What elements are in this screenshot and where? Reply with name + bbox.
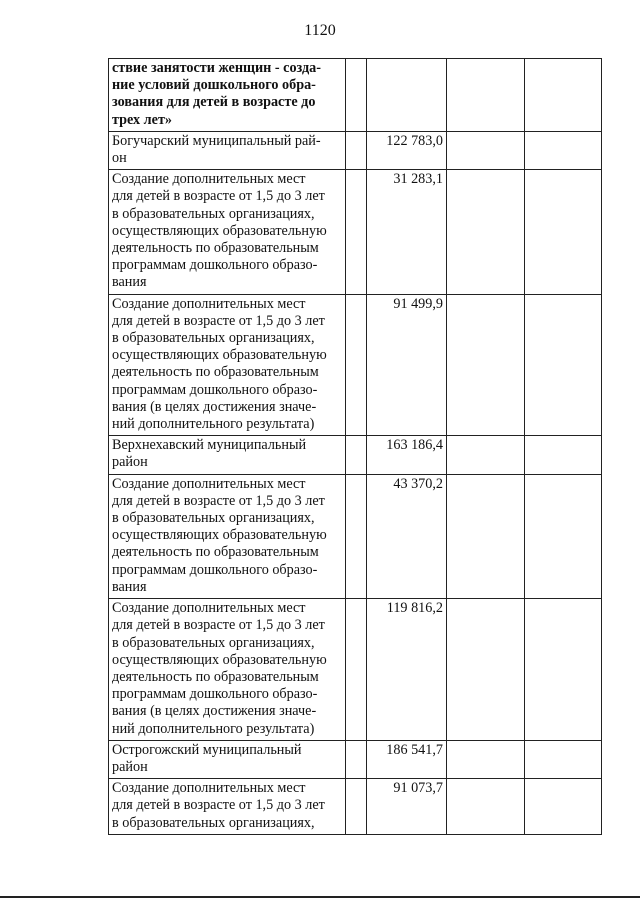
row-amount: 91 499,9 <box>367 294 447 436</box>
description-line: в образовательных организациях, <box>112 330 315 347</box>
table-row <box>109 436 602 474</box>
description-line: для детей в возрасте от 1,5 до 3 лет <box>112 797 325 814</box>
row-amount: 122 783,0 <box>367 131 447 169</box>
table-row <box>109 131 602 169</box>
description-line: он <box>112 150 127 167</box>
description-line: осуществляющих образовательную <box>112 222 327 239</box>
row-amount: 91 073,7 <box>367 779 447 835</box>
table-row <box>109 599 602 741</box>
row-description <box>109 436 346 474</box>
empty-cell <box>525 436 602 474</box>
empty-cell <box>525 740 602 778</box>
row-description <box>109 474 346 598</box>
page-number: 1120 <box>304 22 336 39</box>
table-row <box>109 740 602 778</box>
row-description <box>109 59 346 132</box>
description-line: в образовательных организациях, <box>112 814 315 831</box>
row-description <box>109 599 346 741</box>
empty-cell <box>447 436 525 474</box>
table-row <box>109 170 602 294</box>
row-amount: 163 186,4 <box>367 436 447 474</box>
description-line: программам дошкольного образо- <box>112 686 318 703</box>
description-line: деятельность по образовательным <box>112 364 319 381</box>
empty-cell <box>447 779 525 835</box>
description-line: для детей в возрасте от 1,5 до 3 лет <box>112 312 325 329</box>
description-line: Создание дополнительных мест <box>112 475 306 492</box>
empty-cell <box>346 59 367 132</box>
empty-cell <box>346 740 367 778</box>
description-line: программам дошкольного образо- <box>112 381 318 398</box>
row-amount: 186 541,7 <box>367 740 447 778</box>
empty-cell <box>346 779 367 835</box>
table-row <box>109 474 602 598</box>
empty-cell <box>447 740 525 778</box>
description-line: ние условий дошкольного обра- <box>112 77 316 94</box>
description-line: Богучарский муниципальный рай- <box>112 132 321 149</box>
row-amount: 43 370,2 <box>367 474 447 598</box>
row-description <box>109 779 346 835</box>
description-line: программам дошкольного образо- <box>112 561 318 578</box>
empty-cell <box>525 59 602 132</box>
row-description <box>109 131 346 169</box>
description-line: вания <box>112 274 147 291</box>
empty-cell <box>447 59 525 132</box>
description-line: в образовательных организациях, <box>112 634 315 651</box>
description-line: ний дополнительного результата) <box>112 416 315 433</box>
description-line: деятельность по образовательным <box>112 240 319 257</box>
empty-cell <box>346 599 367 741</box>
table-row <box>109 779 602 835</box>
description-line: для детей в возрасте от 1,5 до 3 лет <box>112 492 325 509</box>
description-line: Острогожский муниципальный <box>112 741 302 758</box>
row-amount <box>367 59 447 132</box>
empty-cell <box>525 170 602 294</box>
description-line: район <box>112 454 148 471</box>
description-line: для детей в возрасте от 1,5 до 3 лет <box>112 188 325 205</box>
empty-cell <box>346 131 367 169</box>
footer-rule <box>0 896 640 898</box>
description-line: Создание дополнительных мест <box>112 295 306 312</box>
description-line: Создание дополнительных мест <box>112 171 306 188</box>
empty-cell <box>525 599 602 741</box>
row-description <box>109 294 346 436</box>
description-line: вания (в целях достижения значе- <box>112 703 317 720</box>
empty-cell <box>525 131 602 169</box>
empty-cell <box>346 170 367 294</box>
description-line: Создание дополнительных мест <box>112 600 306 617</box>
row-amount: 119 816,2 <box>367 599 447 741</box>
table-row <box>109 59 602 132</box>
row-description <box>109 170 346 294</box>
description-line: деятельность по образовательным <box>112 668 319 685</box>
description-line: осуществляющих образовательную <box>112 527 327 544</box>
description-line: программам дошкольного образо- <box>112 257 318 274</box>
description-line: деятельность по образовательным <box>112 544 319 561</box>
empty-cell <box>346 294 367 436</box>
row-description <box>109 740 346 778</box>
description-line: ствие занятости женщин - созда- <box>112 60 322 76</box>
budget-table <box>108 58 602 835</box>
empty-cell <box>447 294 525 436</box>
empty-cell <box>447 599 525 741</box>
description-line: вания <box>112 578 147 595</box>
description-line: ний дополнительного результата) <box>112 720 315 737</box>
table-row <box>109 294 602 436</box>
empty-cell <box>525 779 602 835</box>
empty-cell <box>346 436 367 474</box>
row-amount: 31 283,1 <box>367 170 447 294</box>
description-line: в образовательных организациях, <box>112 510 315 527</box>
description-line: зования для детей в возрасте до <box>112 94 316 111</box>
description-line: Верхнехавский муниципальный <box>112 437 307 454</box>
description-line: для детей в возрасте от 1,5 до 3 лет <box>112 617 325 634</box>
empty-cell <box>447 131 525 169</box>
description-line: вания (в целях достижения значе- <box>112 398 317 415</box>
description-line: осуществляющих образовательную <box>112 651 327 668</box>
description-line: трех лет» <box>112 111 173 128</box>
empty-cell <box>346 474 367 598</box>
description-line: осуществляющих образовательную <box>112 347 327 364</box>
empty-cell <box>447 170 525 294</box>
empty-cell <box>525 294 602 436</box>
description-line: район <box>112 758 148 775</box>
empty-cell <box>447 474 525 598</box>
budget-table-body <box>109 59 602 835</box>
description-line: в образовательных организациях, <box>112 205 315 222</box>
empty-cell <box>525 474 602 598</box>
description-line: Создание дополнительных мест <box>112 780 306 797</box>
